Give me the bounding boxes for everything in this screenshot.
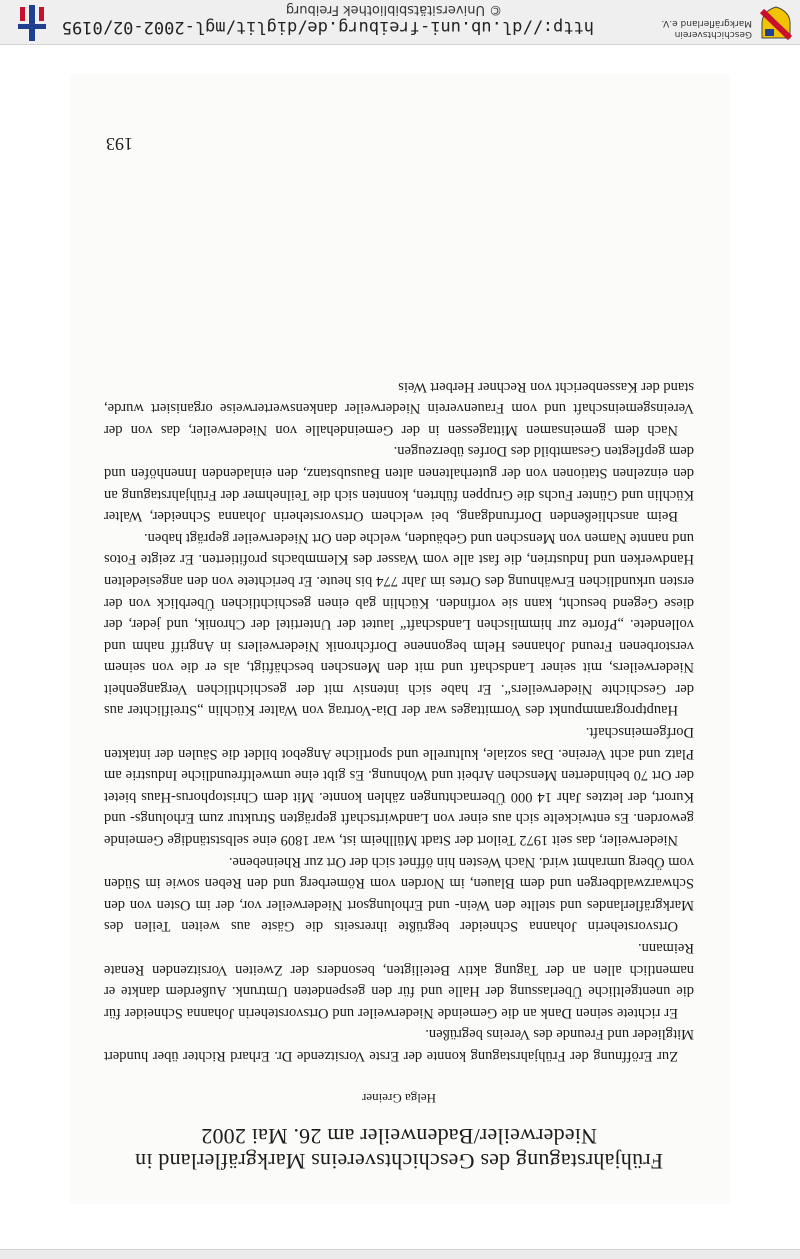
coat-of-arms-icon (758, 5, 794, 41)
article-author: Helga Greiner (362, 1091, 436, 1106)
paragraph: Niederweiler, das seit 1972 Teilort der Stadt Müllheim ist, war 1809 eine selbstständige Gemeinde geworden. Es entwickelte sich aus einer von Landwirtschaft geprägten Struktur zum Erholungs- und Kurort, der letztes Jahr 14 000 Übernachtungen zählen konnte. Mit dem Christophorus-Haus bietet der Ort 70 behinderten Menschen Arbeit und Wohnung. Es gibt eine umweltfreundliche Industrie am Platz und acht Vereine. Das soziale, kulturelle und sportliche Angebot bildet die Säulen der intakten Dorfgemeinschaft. (104, 724, 694, 849)
society-name: Geschichtsverein Markgräflerland e.V. (661, 18, 752, 39)
source-url-link[interactable]: http://dl.ub.uni-freiburg.de/diglit/mgl-2002-02/0195 (61, 17, 594, 37)
university-library-logo-icon (12, 3, 52, 43)
scanned-page (70, 74, 730, 1204)
article-title: Frühjahrstagung des Geschichtsvereins Markgräflerland in Niederweiler/Badenweiler am 26. Mai 2002 (134, 1124, 664, 1174)
paragraph: Zur Eröffnung der Frühjahrstagung konnte der Erste Vorsitzende Dr. Erhard Richter über hundert Mitglieder und Freunde des Vereins begrüßen. (104, 1026, 694, 1064)
article (104, 375, 694, 1174)
footer-bar (0, 0, 800, 45)
paragraph: Hauptprogrammpunkt des Vormittages war der Dia-Vortrag von Walter Küchlin „Streiflichter aus der Geschichte Niederweilers“. Er habe sich intensiv mit der geschichtlichen Vergangenheit Niederweilers, mit seiner Landschaft und mit den Menschen beschäftigt, als er die von seinem verstorbenen Freund Johannes Helm begonnene Dorfchronik Niederweilers in Angriff nahm und vollendete. „Pforte zur himmlischen Landschaft“ lautet der Untertitel der Chronik, und jeder, der diese Gegend besucht, kann sie vorfinden. Küchlin gab einen geschichtlichen Überblick von der ersten urkundlichen Erwähnung des Ortes im Jahr 774 bis heute. Er berichtete von den angesiedelten Handwerken und Industrien, die fast alle vom Wasser des Klemmbachs profitierten. Er zeigte Fotos und nannte Namen von Menschen und Gebäuden, welche den Ort Niederweiler geprägt haben. (104, 529, 694, 719)
copyright-text: © Universitätsbibliothek Freiburg (285, 2, 503, 17)
paragraph: Ortsvorsteherin Johanna Schneider begrüßte ihrerseits die Gäste aus weiten Teilen des Markgräflerlandes und stellte den Wein- und Erholungsort Niederweiler vor, der im Osten von den Schwarzwaldbergen und dem Blauen, im Norden vom Römerberg und den Reben sowie im Süden vom Öberg umrahmt wird. Nach Westen hin öffnet sich der Ort zur Rheinebene. (104, 853, 694, 935)
paragraph: Er richtete seinen Dank an die Gemeinde Niederweiler und Ortsvorsteherin Johanna Schneider für die unentgeltliche Überlassung der Halle und für den gespendeten Umtrunk. Außerdem dankte er namentlich allen an der Tagung aktiv Beteiligten, besonders der Zweiten Vorsitzenden Renate Reimann. (104, 940, 694, 1021)
paragraph: Beim anschließenden Dorfrundgang, bei welchem Ortsvorsteherin Johanna Schneider, Walter Küchlin und Günter Fuchs die Gruppen führten, konnten sich die Teilnehmer der Frühjahrstagung an den einzelnen Stationen von der guterhaltenen alten Bausubstanz, den einladenden Innenhöfen und dem gepflegten Gesamtbild des Dorfes überzeugen. (104, 443, 694, 525)
paragraph: Nach dem gemeinsamen Mittagessen in der Gemeindehalle von Niederweiler, das von der Vereinsgemeinschaft und vom Frauenverein Niederweiler dankenswerterweise organisiert wurde, stand der Kassenbericht von Rechner Herbert Weis (104, 378, 694, 438)
page-number: 193 (106, 134, 133, 154)
top-strip (0, 1249, 800, 1259)
